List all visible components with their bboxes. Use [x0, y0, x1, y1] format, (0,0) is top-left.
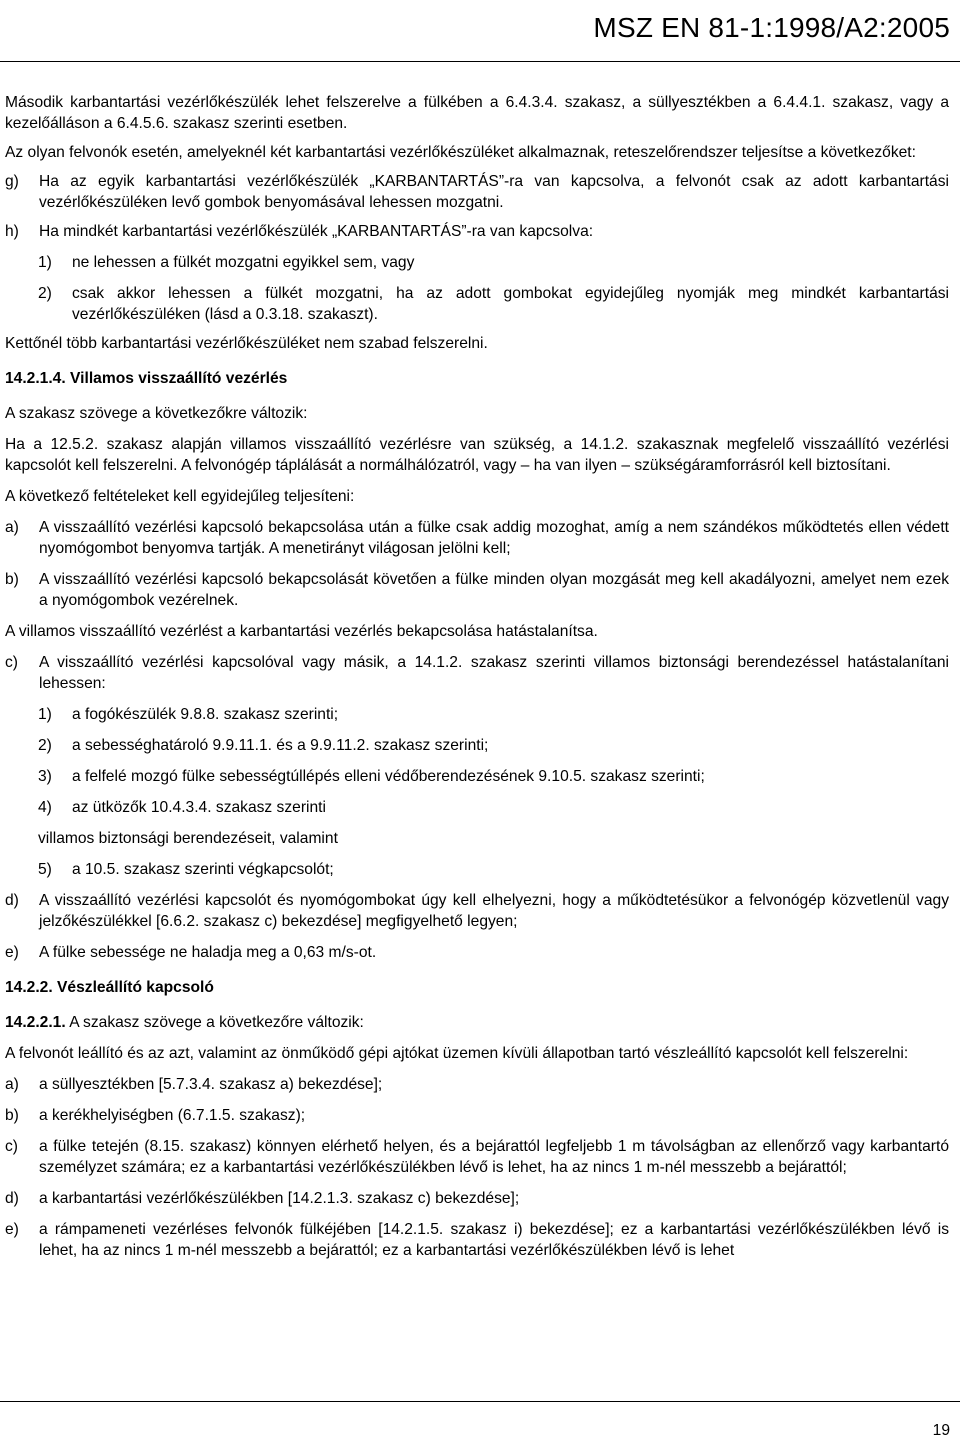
list-text: A fülke sebessége ne haladja meg a 0,63 m/s-ot. — [39, 944, 377, 961]
list-label: 1) — [38, 706, 52, 723]
stop-item-e — [5, 1219, 949, 1261]
stop-item-c — [5, 1136, 949, 1178]
list-label: d) — [5, 1190, 19, 1207]
list-label: 5) — [38, 861, 52, 878]
sub-item-c5 — [5, 859, 949, 880]
list-text: csak akkor lehessen a fülkét mozgatni, ha az adott gombokat egyidejűleg nyomják meg mindkét karbantartási vezérlőkészüléken (lásd a 0.3.18. szakaszt). — [72, 285, 949, 323]
list-text: az ütközők 10.4.3.4. szakasz szerinti — [72, 799, 326, 816]
list-text: a rámpameneti vezérléses felvonók fülkéjében [14.2.1.5. szakasz i) bekezdése]; ez a karbantartási vezérlőkészülékben lévő is lehet, ha az nincs 1 m-nél messzebb a bejárattól; ez a karbantartási vezérlőkészülékben lévő is lehet — [39, 1221, 949, 1259]
stop-item-d — [5, 1188, 949, 1209]
list-text: a fogókészülék 9.8.8. szakasz szerinti; — [72, 706, 339, 723]
paragraph-reset-3: A villamos visszaállító vezérlést a karbantartási vezérlés bekapcsolása hatástalanítsa. — [5, 623, 598, 640]
list-text: A visszaállító vezérlési kapcsolót és nyomógombokat úgy kell elhelyezni, hogy a működtetésükor a felvonógép közvetlenül vagy jelzőkészülékkel [6.6.2. szakasz c) bekezdése] megfigyelhető legyen; — [39, 892, 949, 930]
stop-item-a — [5, 1074, 949, 1095]
list-item-a — [5, 517, 949, 559]
section-heading-14-2-2 — [5, 977, 949, 998]
standard-id: MSZ EN 81-1:1998/A2:2005 — [593, 12, 950, 43]
list-item-g — [5, 171, 949, 213]
footer-rule — [0, 1401, 960, 1402]
list-text: a felfelé mozgó fülke sebességtúllépés elleni védőberendezésének 9.10.5. szakasz szerinti; — [72, 768, 705, 785]
list-text: A visszaállító vezérlési kapcsolóval vagy másik, a 14.1.2. szakasz szerinti villamos biztonsági berendezéssel hatástalanítani lehessen: — [39, 654, 949, 692]
section-heading-14-2-2-1 — [5, 1012, 949, 1033]
list-text: Ha az egyik karbantartási vezérlőkészülék „KARBANTARTÁS”-ra van kapcsolva, a felvonót csak az adott karbantartási vezérlőkészüléken levő gombok benyomásával lehessen mozgatni. — [39, 173, 949, 211]
section-title: Vészleállító kapcsoló — [57, 979, 214, 996]
list-text: A visszaállító vezérlési kapcsoló bekapcsolása után a fülke csak addig mozoghat, amíg a nem szándékos működtetés ellen védett nyomógombot benyomva tartják. A menetirányt világosan jelölni kell; — [39, 519, 949, 557]
sub-item-h2 — [5, 283, 949, 325]
header-rule — [0, 61, 960, 62]
list-text: a 10.5. szakasz szerinti végkapcsolót; — [72, 861, 334, 878]
paragraph-c-mid: villamos biztonsági berendezéseit, valamint — [38, 830, 338, 847]
list-label: a) — [5, 519, 19, 536]
change-note: A szakasz szövege a következőre változik: — [69, 1014, 364, 1031]
page-header — [0, 0, 960, 62]
section-number: 14.2.1.4. — [5, 370, 66, 387]
list-label: 2) — [38, 737, 52, 754]
list-label: c) — [5, 1138, 18, 1155]
list-item-d — [5, 890, 949, 932]
list-label: g) — [5, 173, 19, 190]
section-title: Villamos visszaállító vezérlés — [70, 370, 288, 387]
section-number: 14.2.2. — [5, 979, 53, 996]
list-label: h) — [5, 223, 19, 240]
list-text: a karbantartási vezérlőkészülékben [14.2.1.3. szakasz c) bekezdése]; — [39, 1190, 520, 1207]
paragraph-reset-1: Ha a 12.5.2. szakasz alapján villamos visszaállító vezérlésre van szükség, a 14.1.2. szakasznak megfelelő visszaállító vezérlési kapcsolót kell felszerelni. A felvonógép táplálását a normálhálózatról, vagy – ha van ilyen – szükségáramforrásról kell biztosítani. — [5, 436, 949, 474]
sub-item-c4 — [5, 797, 949, 818]
list-label: e) — [5, 944, 19, 961]
stop-item-b — [5, 1105, 949, 1126]
intro-paragraph-1: Második karbantartási vezérlőkészülék lehet felszerelve a fülkében a 6.4.3.4. szakasz, a süllyesztékben a 6.4.4.1. szakasz, vagy a kezelőálláson a 6.4.5.6. szakasz szerinti esetben. — [5, 94, 949, 132]
list-label: b) — [5, 1107, 19, 1124]
list-item-h — [5, 221, 949, 242]
section-number: 14.2.2.1. — [5, 1014, 66, 1031]
change-note: A szakasz szövege a következőkre változik: — [5, 405, 308, 422]
list-item-c — [5, 652, 949, 694]
intro-paragraph-2: Az olyan felvonók esetén, amelyeknél két karbantartási vezérlőkészüléket alkalmaznak, reteszelőrendszer teljesítse a következőket: — [5, 144, 916, 161]
page-content — [5, 92, 949, 1261]
list-label: c) — [5, 654, 18, 671]
paragraph-reset-2: A következő feltételeket kell egyidejűleg teljesíteni: — [5, 488, 355, 505]
list-label: b) — [5, 571, 19, 588]
list-label: e) — [5, 1221, 19, 1238]
sub-item-c3 — [5, 766, 949, 787]
list-text: ne lehessen a fülkét mozgatni egyikkel sem, vagy — [72, 254, 415, 271]
list-text: a süllyesztékben [5.7.3.4. szakasz a) bekezdése]; — [39, 1076, 383, 1093]
list-text: a sebességhatároló 9.9.11.1. és a 9.9.11.2. szakasz szerinti; — [72, 737, 489, 754]
list-item-e — [5, 942, 949, 963]
paragraph-more-than-two: Kettőnél több karbantartási vezérlőkészüléket nem szabad felszerelni. — [5, 335, 488, 352]
list-label: 4) — [38, 799, 52, 816]
page-number: 19 — [932, 1422, 950, 1439]
list-text: Ha mindkét karbantartási vezérlőkészülék „KARBANTARTÁS”-ra van kapcsolva: — [39, 223, 594, 240]
list-label: 1) — [38, 254, 52, 271]
list-label: 2) — [38, 285, 52, 302]
list-text: A visszaállító vezérlési kapcsoló bekapcsolását követően a fülke minden olyan mozgását meg kell akadályozni, amelyet nem ezek a nyomógombok vezérelnek. — [39, 571, 949, 609]
sub-item-h1 — [5, 252, 949, 273]
list-label: d) — [5, 892, 19, 909]
list-text: a kerékhelyiségben (6.7.1.5. szakasz); — [39, 1107, 306, 1124]
list-label: a) — [5, 1076, 19, 1093]
section-heading-14-2-1-4 — [5, 368, 949, 389]
sub-item-c2 — [5, 735, 949, 756]
list-text: a fülke tetején (8.15. szakasz) könnyen elérhető helyen, és a bejárattól legfeljebb 1 m távolságban az ellenőrző vagy karbantartó személyzet számára; ez a karbantartási vezérlőkészülékben lévő is lehet, ha az nincs 1 m-nél messzebb a bejárattól; — [39, 1138, 949, 1176]
list-label: 3) — [38, 768, 52, 785]
sub-item-c1 — [5, 704, 949, 725]
list-item-b — [5, 569, 949, 611]
paragraph-emergency-stop: A felvonót leállító és az azt, valamint az önműködő gépi ajtókat üzemen kívüli állapotban tartó vészleállító kapcsolót kell felszerelni: — [5, 1045, 909, 1062]
